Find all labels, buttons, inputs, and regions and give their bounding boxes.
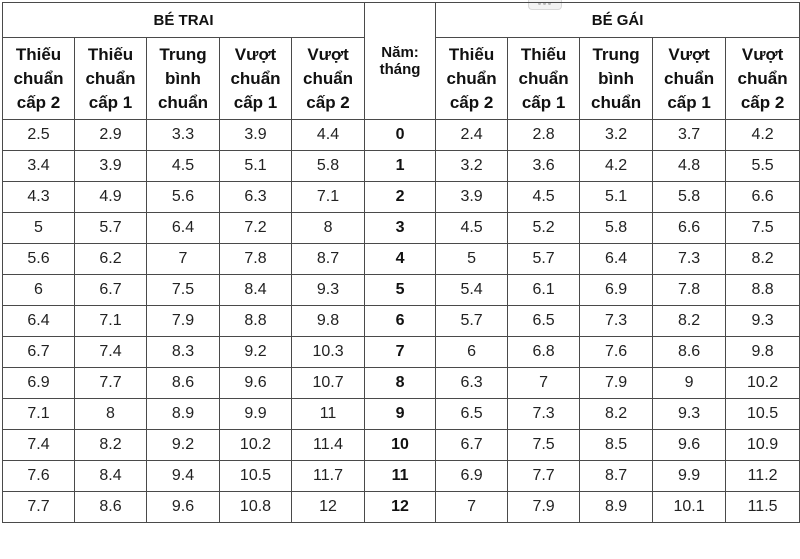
girls-weight-cell: 9.3 [726, 306, 800, 337]
age-cell: 1 [365, 151, 436, 182]
boys-weight-cell: 9.6 [147, 492, 220, 523]
boys-weight-cell: 7.4 [75, 337, 147, 368]
age-cell: 12 [365, 492, 436, 523]
girls-weight-cell: 5.7 [508, 244, 580, 275]
girls-weight-cell: 7.9 [580, 368, 653, 399]
girls-weight-cell: 7 [436, 492, 508, 523]
boys-weight-cell: 2.5 [3, 120, 75, 151]
boys-weight-cell: 3.9 [75, 151, 147, 182]
girls-weight-cell: 5.1 [580, 182, 653, 213]
column-header-boys: Thiếu chuẩn cấp 1 [75, 38, 147, 120]
girls-weight-cell: 5.4 [436, 275, 508, 306]
girls-weight-cell: 6.4 [580, 244, 653, 275]
boys-weight-cell: 10.8 [220, 492, 292, 523]
table-row [3, 151, 800, 182]
table-row [3, 430, 800, 461]
girls-weight-cell: 8.6 [653, 337, 726, 368]
girls-weight-cell: 7.3 [508, 399, 580, 430]
girls-weight-cell: 10.1 [653, 492, 726, 523]
boys-weight-cell: 6 [3, 275, 75, 306]
girls-weight-cell: 4.5 [436, 213, 508, 244]
column-header-boys: Vượt chuẩn cấp 2 [292, 38, 365, 120]
boys-weight-cell: 8 [75, 399, 147, 430]
boys-weight-cell: 8.2 [75, 430, 147, 461]
age-cell: 9 [365, 399, 436, 430]
boys-weight-cell: 9.6 [220, 368, 292, 399]
boys-weight-cell: 9.2 [220, 337, 292, 368]
girls-weight-cell: 11.5 [726, 492, 800, 523]
age-cell: 2 [365, 182, 436, 213]
age-cell: 3 [365, 213, 436, 244]
girls-weight-cell: 6.9 [436, 461, 508, 492]
girls-weight-cell: 8.8 [726, 275, 800, 306]
boys-weight-cell: 6.7 [75, 275, 147, 306]
age-cell: 4 [365, 244, 436, 275]
boys-weight-cell: 7.2 [220, 213, 292, 244]
boys-group-header: BÉ TRAI [3, 3, 365, 38]
boys-weight-cell: 8.4 [75, 461, 147, 492]
boys-weight-cell: 6.4 [3, 306, 75, 337]
boys-weight-cell: 5.8 [292, 151, 365, 182]
boys-weight-cell: 9.4 [147, 461, 220, 492]
girls-weight-cell: 7.3 [653, 244, 726, 275]
boys-weight-cell: 3.3 [147, 120, 220, 151]
boys-weight-cell: 10.2 [220, 430, 292, 461]
girls-weight-cell: 8.2 [653, 306, 726, 337]
table-row [3, 399, 800, 430]
boys-weight-cell: 7.1 [3, 399, 75, 430]
boys-weight-cell: 6.7 [3, 337, 75, 368]
girls-weight-cell: 9.3 [653, 399, 726, 430]
boys-weight-cell: 5.6 [3, 244, 75, 275]
boys-weight-cell: 8.7 [292, 244, 365, 275]
boys-weight-cell: 4.5 [147, 151, 220, 182]
girls-weight-cell: 6.7 [436, 430, 508, 461]
boys-weight-cell: 5 [3, 213, 75, 244]
girls-weight-cell: 5.7 [436, 306, 508, 337]
table-row [3, 244, 800, 275]
boys-weight-cell: 4.3 [3, 182, 75, 213]
girls-weight-cell: 3.6 [508, 151, 580, 182]
girls-weight-cell: 7.8 [653, 275, 726, 306]
girls-weight-cell: 6.6 [653, 213, 726, 244]
age-cell: 7 [365, 337, 436, 368]
boys-weight-cell: 8.8 [220, 306, 292, 337]
boys-weight-cell: 4.4 [292, 120, 365, 151]
table-row [3, 120, 800, 151]
boys-weight-cell: 11.4 [292, 430, 365, 461]
column-header-boys: Vượt chuẩn cấp 1 [220, 38, 292, 120]
boys-weight-cell: 5.1 [220, 151, 292, 182]
weight-standard-table [2, 2, 800, 523]
table-row [3, 492, 800, 523]
boys-weight-cell: 7.4 [3, 430, 75, 461]
girls-weight-cell: 3.2 [436, 151, 508, 182]
girls-weight-cell: 7.5 [726, 213, 800, 244]
table-body [3, 120, 800, 523]
girls-weight-cell: 3.7 [653, 120, 726, 151]
girls-weight-cell: 7.9 [508, 492, 580, 523]
boys-weight-cell: 8.3 [147, 337, 220, 368]
boys-weight-cell: 6.9 [3, 368, 75, 399]
boys-weight-cell: 8.6 [75, 492, 147, 523]
girls-weight-cell: 6.1 [508, 275, 580, 306]
girls-weight-cell: 5.5 [726, 151, 800, 182]
table-row [3, 275, 800, 306]
girls-weight-cell: 8.2 [580, 399, 653, 430]
column-header-girls: Trung bình chuẩn [580, 38, 653, 120]
column-header-boys: Trung bình chuẩn [147, 38, 220, 120]
boys-weight-cell: 9.2 [147, 430, 220, 461]
table-row [3, 213, 800, 244]
girls-weight-cell: 5.8 [580, 213, 653, 244]
girls-weight-cell: 4.2 [726, 120, 800, 151]
girls-weight-cell: 10.5 [726, 399, 800, 430]
boys-weight-cell: 6.4 [147, 213, 220, 244]
table-row [3, 306, 800, 337]
group-header-row [3, 3, 800, 38]
girls-weight-cell: 7.6 [580, 337, 653, 368]
boys-weight-cell: 12 [292, 492, 365, 523]
girls-weight-cell: 6.5 [436, 399, 508, 430]
table-row [3, 337, 800, 368]
boys-weight-cell: 7 [147, 244, 220, 275]
girls-group-header: BÉ GÁI [436, 3, 800, 38]
age-cell: 5 [365, 275, 436, 306]
boys-weight-cell: 9.3 [292, 275, 365, 306]
girls-weight-cell: 4.2 [580, 151, 653, 182]
boys-weight-cell: 7.1 [292, 182, 365, 213]
girls-weight-cell: 7.3 [580, 306, 653, 337]
boys-weight-cell: 10.5 [220, 461, 292, 492]
girls-weight-cell: 8.7 [580, 461, 653, 492]
boys-weight-cell: 7.9 [147, 306, 220, 337]
boys-weight-cell: 7.1 [75, 306, 147, 337]
boys-weight-cell: 3.9 [220, 120, 292, 151]
column-header-girls: Thiếu chuẩn cấp 1 [508, 38, 580, 120]
boys-weight-cell: 9.8 [292, 306, 365, 337]
girls-weight-cell: 3.9 [436, 182, 508, 213]
girls-weight-cell: 6.8 [508, 337, 580, 368]
girls-weight-cell: 2.4 [436, 120, 508, 151]
boys-weight-cell: 10.3 [292, 337, 365, 368]
girls-weight-cell: 10.2 [726, 368, 800, 399]
boys-weight-cell: 7.5 [147, 275, 220, 306]
table-row [3, 461, 800, 492]
age-cell: 6 [365, 306, 436, 337]
boys-weight-cell: 3.4 [3, 151, 75, 182]
column-header-girls: Vượt chuẩn cấp 2 [726, 38, 800, 120]
girls-weight-cell: 9.6 [653, 430, 726, 461]
boys-weight-cell: 7.8 [220, 244, 292, 275]
boys-weight-cell: 7.6 [3, 461, 75, 492]
age-cell: 11 [365, 461, 436, 492]
girls-weight-cell: 5.8 [653, 182, 726, 213]
boys-weight-cell: 5.7 [75, 213, 147, 244]
girls-weight-cell: 6 [436, 337, 508, 368]
girls-weight-cell: 9.9 [653, 461, 726, 492]
girls-weight-cell: 3.2 [580, 120, 653, 151]
girls-weight-cell: 6.9 [580, 275, 653, 306]
age-cell: 0 [365, 120, 436, 151]
girls-weight-cell: 4.5 [508, 182, 580, 213]
girls-weight-cell: 11.2 [726, 461, 800, 492]
boys-weight-cell: 6.2 [75, 244, 147, 275]
girls-weight-cell: 6.3 [436, 368, 508, 399]
column-header-boys: Thiếu chuẩn cấp 2 [3, 38, 75, 120]
boys-weight-cell: 9.9 [220, 399, 292, 430]
boys-weight-cell: 11 [292, 399, 365, 430]
boys-weight-cell: 2.9 [75, 120, 147, 151]
column-header-girls: Vượt chuẩn cấp 1 [653, 38, 726, 120]
boys-weight-cell: 7.7 [75, 368, 147, 399]
girls-weight-cell: 9 [653, 368, 726, 399]
boys-weight-cell: 7.7 [3, 492, 75, 523]
girls-weight-cell: 6.6 [726, 182, 800, 213]
boys-weight-cell: 4.9 [75, 182, 147, 213]
boys-weight-cell: 11.7 [292, 461, 365, 492]
boys-weight-cell: 8.6 [147, 368, 220, 399]
girls-weight-cell: 6.5 [508, 306, 580, 337]
girls-weight-cell: 8.9 [580, 492, 653, 523]
age-cell: 10 [365, 430, 436, 461]
table-row [3, 368, 800, 399]
girls-weight-cell: 4.8 [653, 151, 726, 182]
table-row [3, 182, 800, 213]
boys-weight-cell: 8.9 [147, 399, 220, 430]
boys-weight-cell: 6.3 [220, 182, 292, 213]
boys-weight-cell: 10.7 [292, 368, 365, 399]
girls-weight-cell: 8.5 [580, 430, 653, 461]
girls-weight-cell: 7.5 [508, 430, 580, 461]
girls-weight-cell: 5.2 [508, 213, 580, 244]
boys-weight-cell: 8 [292, 213, 365, 244]
girls-weight-cell: 7 [508, 368, 580, 399]
age-cell: 8 [365, 368, 436, 399]
boys-weight-cell: 5.6 [147, 182, 220, 213]
boys-weight-cell: 8.4 [220, 275, 292, 306]
girls-weight-cell: 10.9 [726, 430, 800, 461]
girls-weight-cell: 7.7 [508, 461, 580, 492]
girls-weight-cell: 2.8 [508, 120, 580, 151]
girls-weight-cell: 5 [436, 244, 508, 275]
girls-weight-cell: 8.2 [726, 244, 800, 275]
age-column-header: Năm: tháng [365, 3, 436, 120]
column-header-girls: Thiếu chuẩn cấp 2 [436, 38, 508, 120]
girls-weight-cell: 9.8 [726, 337, 800, 368]
